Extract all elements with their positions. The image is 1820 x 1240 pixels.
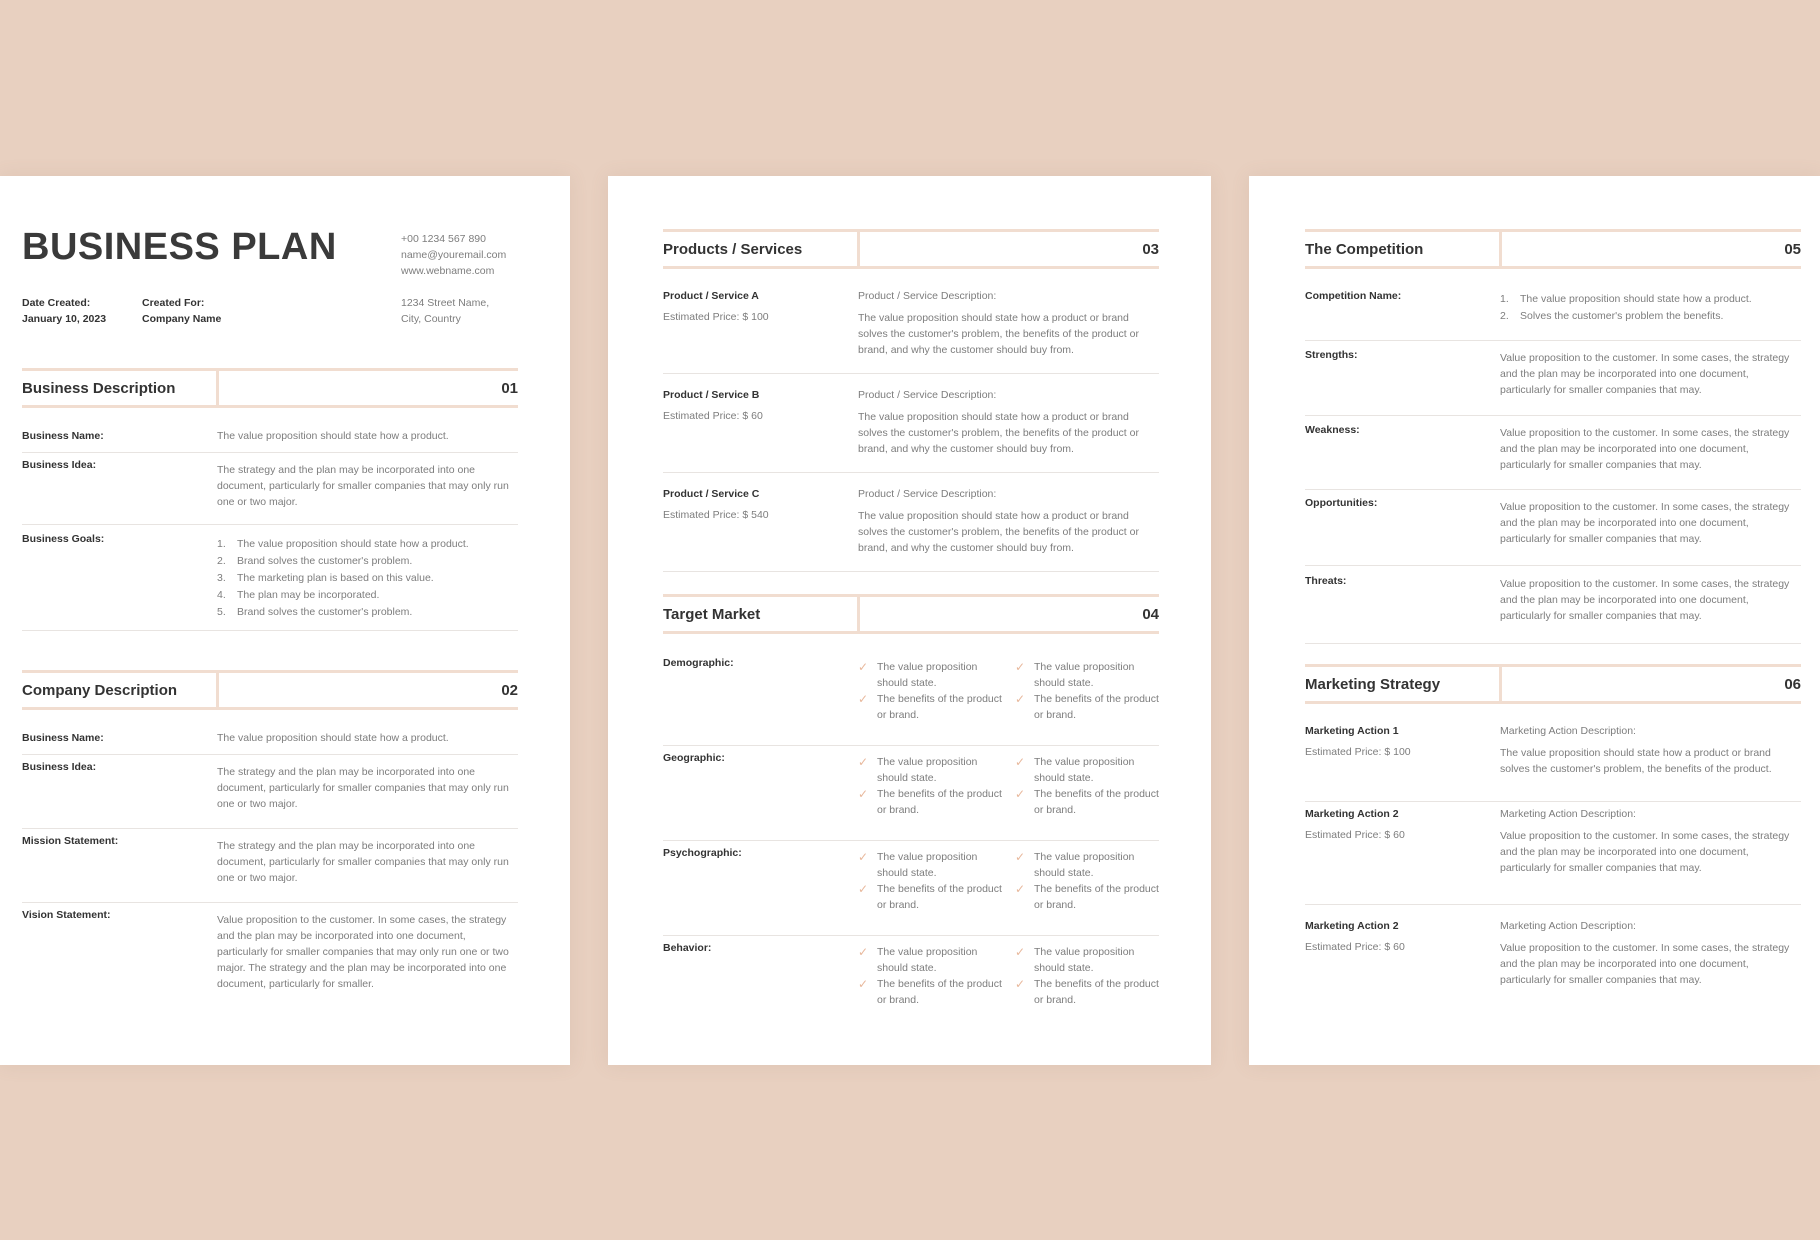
date-created-value: January 10, 2023 (22, 313, 107, 325)
field-value: The strategy and the plan may be incorporated into one document, particularly for smaller companies that may only run one or two major. (217, 840, 509, 884)
table-row (663, 374, 1159, 473)
document-title: BUSINESS PLAN (22, 226, 337, 268)
page-business-plan-2 (608, 176, 1211, 1065)
goals-list (217, 536, 518, 621)
section-number: 01 (501, 380, 518, 397)
check-item: ✓ The benefits of the product or brand. (858, 977, 1002, 1006)
market-label: Geographic: (663, 752, 725, 764)
contact-phone: +00 1234 567 890 (401, 233, 486, 245)
check-column (858, 659, 1004, 723)
table-row (22, 728, 518, 755)
field-label: Business Idea: (22, 459, 97, 471)
section-number: 04 (1142, 606, 1159, 623)
product-desc: The value proposition should state how a product or brand solves the customer's problem, the benefits of the product or brand, and why the customer should buy from. (858, 312, 1139, 356)
check-icon: ✓ (858, 945, 869, 959)
contact-web: www.webname.com (401, 265, 495, 277)
header-divider (216, 368, 219, 408)
product-desc: The value proposition should state how a product or brand solves the customer's problem, the benefits of the product or brand, and why the customer should buy from. (858, 411, 1139, 455)
market-label: Demographic: (663, 657, 734, 669)
product-price: Estimated Price: $ 540 (663, 509, 769, 521)
table-row (663, 936, 1159, 1031)
table-row (663, 651, 1159, 746)
product-price: Estimated Price: $ 60 (663, 410, 763, 422)
table-row (22, 903, 518, 1003)
check-icon: ✓ (858, 882, 869, 896)
check-item: ✓ The value proposition should state. (858, 945, 978, 974)
field-label: Opportunities: (1305, 497, 1378, 509)
section-title: Target Market (663, 606, 761, 623)
check-item: ✓ The value proposition should state. (858, 755, 978, 784)
table-row (1305, 566, 1801, 644)
field-value: Value proposition to the customer. In some cases, the strategy and the plan may be incorporated into one document, particularly for smaller companies that may. (1500, 427, 1790, 471)
check-item: ✓ The benefits of the product or brand. (858, 692, 1002, 721)
list-item: 1. The value proposition should state how a product. (217, 538, 469, 550)
check-icon: ✓ (858, 977, 869, 991)
section-header-competition (1305, 229, 1801, 269)
address-line-2: City, Country (401, 313, 461, 325)
check-item: ✓ The value proposition should state. (1015, 945, 1135, 974)
field-label: Mission Statement: (22, 835, 119, 847)
table-row (22, 525, 518, 631)
product-desc-label: Product / Service Description: (858, 290, 997, 302)
list-item: 1. The value proposition should state how a product. (1500, 293, 1752, 305)
check-column (1015, 849, 1161, 913)
check-icon: ✓ (1015, 660, 1026, 674)
field-label: Business Name: (22, 430, 104, 442)
check-item: ✓ The benefits of the product or brand. (1015, 882, 1159, 911)
section-number: 05 (1784, 241, 1801, 258)
action-desc-label: Marketing Action Description: (1500, 808, 1636, 820)
action-price: Estimated Price: $ 60 (1305, 829, 1405, 841)
list-item: 3. The marketing plan is based on this value. (217, 572, 434, 584)
section-number: 03 (1142, 241, 1159, 258)
field-label: Business Name: (22, 732, 104, 744)
header-divider (216, 670, 219, 710)
table-row (22, 829, 518, 903)
contact-block (401, 231, 506, 279)
check-item: ✓ The value proposition should state. (858, 660, 978, 689)
date-created (22, 295, 106, 327)
check-icon: ✓ (1015, 787, 1026, 801)
check-item: ✓ The value proposition should state. (1015, 850, 1135, 879)
competition-list (1500, 291, 1801, 325)
check-icon: ✓ (1015, 692, 1026, 706)
field-label: Competition Name: (1305, 290, 1402, 302)
check-icon: ✓ (858, 850, 869, 864)
contact-email: name@youremail.com (401, 249, 507, 261)
table-row (1305, 721, 1801, 802)
section-title: Company Description (22, 682, 178, 699)
check-icon: ✓ (858, 660, 869, 674)
field-label: Business Goals: (22, 533, 105, 545)
check-icon: ✓ (1015, 882, 1026, 896)
created-for (142, 295, 221, 327)
check-icon: ✓ (858, 755, 869, 769)
date-created-label: Date Created: (22, 297, 91, 309)
field-label: Threats: (1305, 575, 1347, 587)
check-item: ✓ The value proposition should state. (1015, 755, 1135, 784)
field-value: Value proposition to the customer. In some cases, the strategy and the plan may be incorporated into one document, particularly for smaller companies that may. (1500, 352, 1790, 396)
check-column (1015, 659, 1161, 723)
table-row (663, 288, 1159, 374)
product-name: Product / Service A (663, 290, 759, 302)
check-icon: ✓ (858, 787, 869, 801)
action-desc: Value proposition to the customer. In some cases, the strategy and the plan may be incorporated into one document, particularly for smaller companies that may. (1500, 942, 1790, 986)
header-divider (1499, 664, 1502, 704)
check-column (858, 849, 1004, 913)
check-icon: ✓ (1015, 755, 1026, 769)
table-row (1305, 802, 1801, 905)
section-title: The Competition (1305, 241, 1424, 258)
list-item: 2. Brand solves the customer's problem. (217, 555, 413, 567)
action-price: Estimated Price: $ 60 (1305, 941, 1405, 953)
table-row (1305, 286, 1801, 341)
check-icon: ✓ (858, 692, 869, 706)
check-item: ✓ The benefits of the product or brand. (1015, 692, 1159, 721)
header-divider (1499, 229, 1502, 269)
section-header-products (663, 229, 1159, 269)
address-block (401, 295, 489, 327)
section-title: Products / Services (663, 241, 803, 258)
section-number: 06 (1784, 676, 1801, 693)
table-row (663, 746, 1159, 841)
action-desc: The value proposition should state how a product or brand solves the customer's problem, the benefits of the product. (1500, 747, 1772, 775)
check-item: ✓ The benefits of the product or brand. (858, 787, 1002, 816)
check-icon: ✓ (1015, 850, 1026, 864)
check-item: ✓ The benefits of the product or brand. (1015, 787, 1159, 816)
table-row (1305, 905, 1801, 1015)
table-row (22, 453, 518, 525)
check-icon: ✓ (1015, 977, 1026, 991)
market-label: Behavior: (663, 942, 712, 954)
check-column (858, 944, 1004, 1008)
action-desc-label: Marketing Action Description: (1500, 920, 1636, 932)
field-value: Value proposition to the customer. In some cases, the strategy and the plan may be incorporated into one document, particularly for smaller companies that may. (1500, 578, 1790, 622)
page-business-plan-1 (0, 176, 570, 1065)
table-row (663, 841, 1159, 936)
check-column (1015, 754, 1161, 818)
table-row (1305, 416, 1801, 490)
check-item: ✓ The benefits of the product or brand. (1015, 977, 1159, 1006)
action-name: Marketing Action 2 (1305, 808, 1399, 820)
product-name: Product / Service C (663, 488, 760, 500)
field-value: Value proposition to the customer. In some cases, the strategy and the plan may be incorporated into one document, particularly for smaller companies that may. (1500, 501, 1790, 545)
created-for-label: Created For: (142, 297, 205, 309)
table-row (22, 426, 518, 453)
table-row (1305, 341, 1801, 416)
field-value: The strategy and the plan may be incorporated into one document, particularly for smaller companies that may only run one or two major. (217, 766, 509, 810)
field-label: Strengths: (1305, 349, 1358, 361)
section-header-marketing-strategy (1305, 664, 1801, 704)
product-desc-label: Product / Service Description: (858, 488, 997, 500)
product-price: Estimated Price: $ 100 (663, 311, 769, 323)
list-item: 2. Solves the customer's problem the benefits. (1500, 310, 1724, 322)
check-item: ✓ The value proposition should state. (1015, 660, 1135, 689)
field-value: Value proposition to the customer. In some cases, the strategy and the plan may be incorporated into one document, particularly for smaller companies that may only run one or two major. The strategy and the plan may be incorporated into one document, particularly for smaller. (217, 914, 509, 990)
check-column (858, 754, 1004, 818)
product-desc: The value proposition should state how a product or brand solves the customer's problem, the benefits of the product or brand, and why the customer should buy from. (858, 510, 1139, 554)
check-column (1015, 944, 1161, 1008)
section-header-target-market (663, 594, 1159, 634)
header-divider (857, 229, 860, 269)
field-value: The value proposition should state how a product. (217, 430, 449, 442)
section-header-business-description (22, 368, 518, 408)
table-row (663, 473, 1159, 572)
check-item: ✓ The value proposition should state. (858, 850, 978, 879)
action-name: Marketing Action 2 (1305, 920, 1399, 932)
action-name: Marketing Action 1 (1305, 725, 1399, 737)
address-line-1: 1234 Street Name, (401, 297, 490, 309)
check-icon: ✓ (1015, 945, 1026, 959)
field-value: The strategy and the plan may be incorporated into one document, particularly for smaller companies that may only run one or two major. (217, 464, 509, 508)
check-item: ✓ The benefits of the product or brand. (858, 882, 1002, 911)
action-desc: Value proposition to the customer. In some cases, the strategy and the plan may be incorporated into one document, particularly for smaller companies that may. (1500, 830, 1790, 874)
page-business-plan-3 (1249, 176, 1820, 1065)
action-desc-label: Marketing Action Description: (1500, 725, 1636, 737)
section-header-company-description (22, 670, 518, 710)
section-number: 02 (501, 682, 518, 699)
list-item: 4. The plan may be incorporated. (217, 589, 380, 601)
header-divider (857, 594, 860, 634)
product-name: Product / Service B (663, 389, 760, 401)
list-item: 5. Brand solves the customer's problem. (217, 606, 413, 618)
table-row (1305, 490, 1801, 566)
section-title: Business Description (22, 380, 176, 397)
field-label: Weakness: (1305, 424, 1360, 436)
field-label: Vision Statement: (22, 909, 111, 921)
field-label: Business Idea: (22, 761, 97, 773)
field-value: The value proposition should state how a product. (217, 732, 449, 744)
action-price: Estimated Price: $ 100 (1305, 746, 1411, 758)
section-title: Marketing Strategy (1305, 676, 1441, 693)
product-desc-label: Product / Service Description: (858, 389, 997, 401)
market-label: Psychographic: (663, 847, 742, 859)
table-row (22, 755, 518, 829)
created-for-value: Company Name (142, 313, 222, 325)
